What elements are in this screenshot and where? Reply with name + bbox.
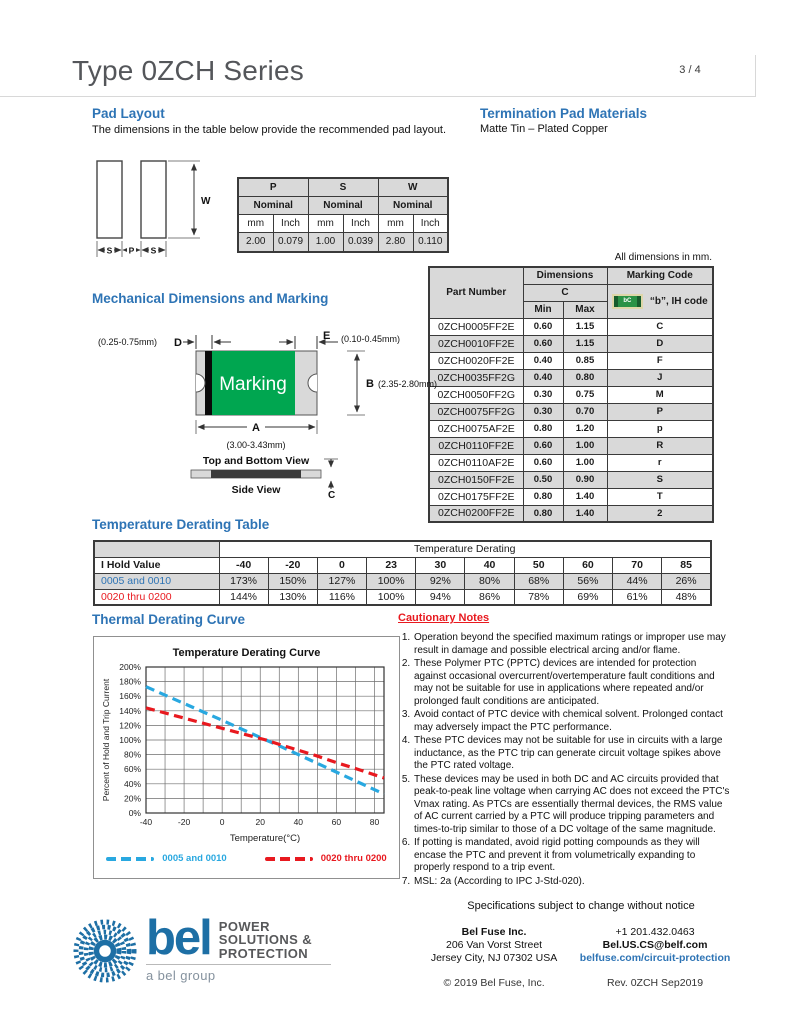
thermal-curve-heading: Thermal Derating Curve: [92, 612, 246, 627]
header-divider-vertical: [755, 55, 756, 96]
legend-dash-red: [265, 857, 313, 861]
pad-nominal: Nominal: [378, 196, 448, 214]
marking-text: Marking: [219, 374, 287, 395]
max-cell: 0.85: [563, 352, 607, 369]
dim-d-label: D: [174, 337, 182, 349]
temp-header-cell: 70: [613, 557, 662, 573]
code-cell: D: [607, 335, 713, 352]
dim-w-label: W: [201, 196, 211, 207]
derating-value-cell: 44%: [613, 573, 662, 589]
cautionary-notes: [398, 612, 730, 889]
pad-value: 2.00: [238, 232, 273, 252]
pad-value: 0.039: [343, 232, 378, 252]
tagline-line2: SOLUTIONS &: [218, 932, 313, 948]
derating-value-cell: 68%: [514, 573, 563, 589]
max-cell: 1.20: [563, 420, 607, 437]
dim-a-label: A: [252, 422, 260, 434]
dimensions-note: All dimensions in mm.: [614, 252, 712, 263]
svg-text:60: 60: [331, 817, 342, 827]
derating-value-cell: 78%: [514, 589, 563, 605]
pad-unit-inch: Inch: [343, 214, 378, 232]
marking-band: [205, 351, 212, 415]
side-view-core: [211, 470, 301, 478]
derating-chart-plot: [98, 661, 395, 852]
part-number-cell: 0ZCH0075AF2E: [429, 420, 523, 437]
legend-item-series2: [265, 853, 387, 864]
code-cell: S: [607, 471, 713, 488]
table-row: [429, 352, 713, 369]
marking-code-detail: [607, 284, 713, 318]
footer-info: [420, 900, 742, 989]
derating-value-cell: 127%: [317, 573, 366, 589]
header-divider: [0, 96, 756, 97]
derating-table-body: [94, 573, 711, 605]
corner-cell: [94, 541, 219, 557]
table-row: [429, 454, 713, 471]
code-cell: T: [607, 488, 713, 505]
derating-value-cell: 80%: [465, 573, 514, 589]
derating-value-cell: 150%: [268, 573, 317, 589]
pad-col-w: W: [378, 178, 448, 196]
termination-text: Matte Tin – Plated Copper: [480, 123, 608, 135]
svg-text:120%: 120%: [119, 720, 141, 731]
derating-value-cell: 94%: [416, 589, 465, 605]
max-cell: 0.70: [563, 403, 607, 420]
part-number-cell: 0ZCH0075FF2G: [429, 403, 523, 420]
derating-value-cell: 61%: [613, 589, 662, 605]
dim-b-range: (2.35-2.80mm): [378, 379, 438, 389]
min-cell: 0.40: [523, 369, 563, 386]
cautionary-list: [398, 632, 730, 888]
address-line2: Jersey City, NJ 07302 USA: [430, 951, 558, 964]
part-number-cell: 0ZCH0110AF2E: [429, 454, 523, 471]
copyright: © 2019 Bel Fuse, Inc.: [443, 977, 545, 990]
table-row: [429, 386, 713, 403]
svg-text:100%: 100%: [119, 735, 141, 745]
legend-dash-blue: [106, 857, 154, 861]
page-title: Type 0ZCH Series: [72, 55, 304, 86]
i-hold-value-header: I Hold Value: [94, 557, 219, 573]
chart-ylabel: Percent of Hold and Trip Current: [101, 678, 111, 802]
code-cell: M: [607, 386, 713, 403]
max-cell: 1.15: [563, 335, 607, 352]
table-row: [429, 335, 713, 352]
dim-d-range: (0.25-0.75mm): [98, 337, 158, 347]
footer-contact: [568, 926, 742, 964]
derating-value-cell: 92%: [416, 573, 465, 589]
temp-header-cell: 50: [514, 557, 563, 573]
min-cell: 0.60: [523, 318, 563, 335]
derating-value-cell: 173%: [219, 573, 268, 589]
cautionary-note: 6. If potting is mandated, avoid rigid potting compounds as they will encase the PTC and prevent it from volumetrically expanding to properly respond to a trip event.: [413, 837, 730, 875]
derating-value-cell: 100%: [367, 589, 416, 605]
code-cell: J: [607, 369, 713, 386]
derating-value-cell: 69%: [563, 589, 612, 605]
max-cell: 1.40: [563, 488, 607, 505]
min-cell: 0.40: [523, 352, 563, 369]
temp-header-cell: 85: [662, 557, 711, 573]
col-min: Min: [523, 301, 563, 318]
part-table-body: [429, 318, 713, 522]
table-row: [429, 471, 713, 488]
part-number-cell: 0ZCH0035FF2G: [429, 369, 523, 386]
code-cell: C: [607, 318, 713, 335]
code-cell: R: [607, 437, 713, 454]
dim-a-range: (3.00-3.43mm): [226, 440, 286, 450]
address-line1: 206 Van Vorst Street: [445, 938, 543, 951]
table-row: [429, 420, 713, 437]
max-cell: 1.15: [563, 318, 607, 335]
col-c: C: [523, 284, 607, 301]
table-row: [429, 505, 713, 522]
max-cell: 1.00: [563, 454, 607, 471]
max-cell: 1.40: [563, 505, 607, 522]
code-cell: r: [607, 454, 713, 471]
part-number-cell: 0ZCH0010FF2E: [429, 335, 523, 352]
cautionary-note: 1. Operation beyond the specified maximum ratings or improper use may result in damage and possible electrical arcing and/or flame.: [413, 632, 730, 657]
legend-item-series1: [106, 853, 226, 864]
max-cell: 0.90: [563, 471, 607, 488]
mechanical-diagram: [95, 328, 445, 505]
pad-nominal: Nominal: [238, 196, 308, 214]
col-part-number: Part Number: [429, 267, 523, 318]
chart-series-1: [146, 708, 384, 778]
temp-header-cell: 60: [563, 557, 612, 573]
derating-value-cell: 144%: [219, 589, 268, 605]
legend-label-series1: 0005 and 0010: [162, 853, 227, 864]
pad-value: 2.80: [378, 232, 413, 252]
pad-layout-description: The dimensions in the table below provide the recommended pad layout.: [92, 124, 447, 136]
cautionary-heading: Cautionary Notes: [398, 612, 490, 624]
svg-text:60%: 60%: [123, 764, 141, 775]
temp-header-cell: 30: [416, 557, 465, 573]
min-cell: 0.30: [523, 386, 563, 403]
min-cell: 0.60: [523, 454, 563, 471]
temperature-derating-table: [93, 540, 712, 606]
tagline-line3: PROTECTION: [218, 945, 309, 961]
temp-header-cell: 23: [367, 557, 416, 573]
derating-value-cell: 56%: [563, 573, 612, 589]
marking-note: “b”, IH code: [649, 295, 708, 307]
chart-xlabel: Temperature(°C): [229, 833, 301, 844]
derating-row: [94, 589, 711, 605]
part-number-cell: 0ZCH0150FF2E: [429, 471, 523, 488]
revision: Rev. 0ZCH Sep2019: [606, 977, 704, 990]
hold-value-label: 0020 thru 0200: [94, 589, 219, 605]
left-notch: [187, 374, 205, 392]
pad-value: 0.110: [413, 232, 448, 252]
derating-value-cell: 86%: [465, 589, 514, 605]
derating-chart: [93, 636, 400, 879]
termination-heading: Termination Pad Materials: [480, 106, 648, 121]
table-row: [429, 369, 713, 386]
derating-value-cell: 116%: [317, 589, 366, 605]
min-cell: 0.80: [523, 420, 563, 437]
min-cell: 0.60: [523, 437, 563, 454]
derating-value-cell: 130%: [268, 589, 317, 605]
page-number: 3 / 4: [679, 64, 701, 76]
derating-value-cell: 26%: [662, 573, 711, 589]
svg-text:180%: 180%: [119, 676, 141, 687]
pad-layout-heading: Pad Layout: [92, 106, 165, 121]
mechanical-heading: Mechanical Dimensions and Marking: [92, 291, 329, 306]
col-dimensions: Dimensions: [523, 267, 607, 284]
derating-header-row: [94, 557, 711, 573]
chart-legend: [98, 853, 395, 864]
pad-col-s: S: [308, 178, 378, 196]
dim-c-label: C: [328, 490, 336, 500]
pad-col-p: P: [238, 178, 308, 196]
svg-text:-20: -20: [177, 817, 191, 827]
legend-label-series2: 0020 thru 0200: [320, 853, 387, 864]
part-number-cell: 0ZCH0175FF2E: [429, 488, 523, 505]
max-cell: 1.00: [563, 437, 607, 454]
table-row: [429, 437, 713, 454]
pad-rect-right: [141, 161, 166, 238]
svg-text:80%: 80%: [123, 749, 141, 760]
temp-header-cell: 0: [317, 557, 366, 573]
derating-table-heading: Temperature Derating Table: [92, 517, 270, 532]
side-view-label: Side View: [231, 484, 281, 496]
col-max: Max: [563, 301, 607, 318]
svg-text:0%: 0%: [128, 808, 141, 818]
part-number-table: [428, 266, 714, 523]
svg-text:160%: 160%: [119, 691, 141, 702]
dim-e-label: E: [323, 330, 331, 342]
part-number-cell: 0ZCH0020FF2E: [429, 352, 523, 369]
bel-group-label: a bel group: [146, 967, 216, 983]
top-view-label: Top and Bottom View: [202, 455, 310, 467]
part-number-cell: 0ZCH0110FF2E: [429, 437, 523, 454]
svg-text:-40: -40: [139, 817, 153, 827]
code-cell: 2: [607, 505, 713, 522]
derating-value-cell: 48%: [662, 589, 711, 605]
part-number-cell: 0ZCH0050FF2G: [429, 386, 523, 403]
min-cell: 0.80: [523, 505, 563, 522]
phone-number: +1 201.432.0463: [615, 926, 695, 938]
derating-row: [94, 573, 711, 589]
svg-text:0: 0: [219, 817, 225, 827]
dim-b-label: B: [366, 378, 374, 390]
max-cell: 0.80: [563, 369, 607, 386]
dim-e-range: (0.10-0.45mm): [341, 334, 401, 344]
chip-marking-icon: bC: [612, 294, 643, 309]
derating-value-cell: 100%: [367, 573, 416, 589]
col-marking-code: Marking Code: [607, 267, 713, 284]
pad-unit-mm: mm: [378, 214, 413, 232]
pad-rect-left: [97, 161, 122, 238]
code-cell: p: [607, 420, 713, 437]
svg-text:40%: 40%: [123, 778, 141, 789]
chart-title: Temperature Derating Curve: [172, 647, 321, 659]
min-cell: 0.80: [523, 488, 563, 505]
temp-header-cell: -40: [219, 557, 268, 573]
table-row: [429, 318, 713, 335]
website-link[interactable]: belfuse.com/circuit-protection: [579, 951, 731, 964]
hold-value-label: 0005 and 0010: [94, 573, 219, 589]
svg-text:200%: 200%: [119, 662, 141, 672]
dim-p-label: P: [128, 245, 135, 256]
min-cell: 0.30: [523, 403, 563, 420]
temp-header-cell: -20: [268, 557, 317, 573]
footer-address: [420, 926, 568, 964]
cautionary-note: 5. These devices may be used in both DC and AC circuits provided that peak-to-peak line voltage when carrying AC does not exceed the PTC's Vmax rating. As PTCs are essentially thermal devices, the RMS value of AC current carried by a PTC will produce tripping parameters and times-to-trip similar to those of a DC voltage of the same magnitude.: [413, 774, 730, 837]
pad-unit-mm: mm: [308, 214, 343, 232]
pad-unit-inch: Inch: [413, 214, 448, 232]
svg-text:40: 40: [293, 817, 304, 827]
bel-wordmark: bel: [146, 911, 211, 965]
code-cell: P: [607, 403, 713, 420]
specs-notice: Specifications subject to change without notice: [467, 900, 695, 912]
max-cell: 0.75: [563, 386, 607, 403]
pad-unit-mm: mm: [238, 214, 273, 232]
temp-header-cell: 40: [465, 557, 514, 573]
code-cell: F: [607, 352, 713, 369]
pad-layout-table: [237, 177, 449, 253]
pad-value: 0.079: [273, 232, 308, 252]
table-row: [429, 488, 713, 505]
svg-text:20: 20: [255, 817, 265, 827]
dim-s2-label: S: [150, 245, 157, 256]
derating-span-header: Temperature Derating: [219, 541, 711, 557]
pad-value: 1.00: [308, 232, 343, 252]
pad-layout-diagram: [95, 157, 235, 268]
svg-text:20%: 20%: [123, 793, 141, 804]
dim-s1-label: S: [106, 245, 113, 256]
bel-tagline: [219, 920, 312, 960]
table-row: [429, 403, 713, 420]
svg-text:140%: 140%: [119, 705, 141, 716]
right-notch: [308, 374, 326, 392]
pad-unit-inch: Inch: [273, 214, 308, 232]
email-address: Bel.US.CS@belf.com: [602, 938, 708, 951]
part-number-cell: 0ZCH0005FF2E: [429, 318, 523, 335]
bel-mosaic-icon: [72, 918, 138, 984]
cautionary-note: 4. These PTC devices may not be suitable for use in circuits with a large inductance, as the PTC trip can generate circuit voltage spikes above the PTC rated voltage.: [413, 735, 730, 773]
pad-nominal: Nominal: [308, 196, 378, 214]
min-cell: 0.50: [523, 471, 563, 488]
tagline-line1: POWER: [218, 919, 270, 934]
min-cell: 0.60: [523, 335, 563, 352]
cautionary-note: 2. These Polymer PTC (PPTC) devices are intended for protection against occasional overcurrent/overtemperature fault conditions and may not be suitable for use in applications where repeated and/or prolonged fault conditions are anticipated.: [413, 658, 730, 708]
company-name: Bel Fuse Inc.: [461, 926, 527, 938]
svg-text:80: 80: [369, 817, 380, 827]
cautionary-note: 7. MSL: 2a (According to IPC J-Std-020).: [413, 876, 730, 889]
cautionary-note: 3. Avoid contact of PTC device with chemical solvent. Prolonged contact may adversely impact the PTC performance.: [413, 709, 730, 734]
part-number-cell: 0ZCH0200FF2E: [429, 505, 523, 522]
bel-logo: [72, 911, 331, 984]
